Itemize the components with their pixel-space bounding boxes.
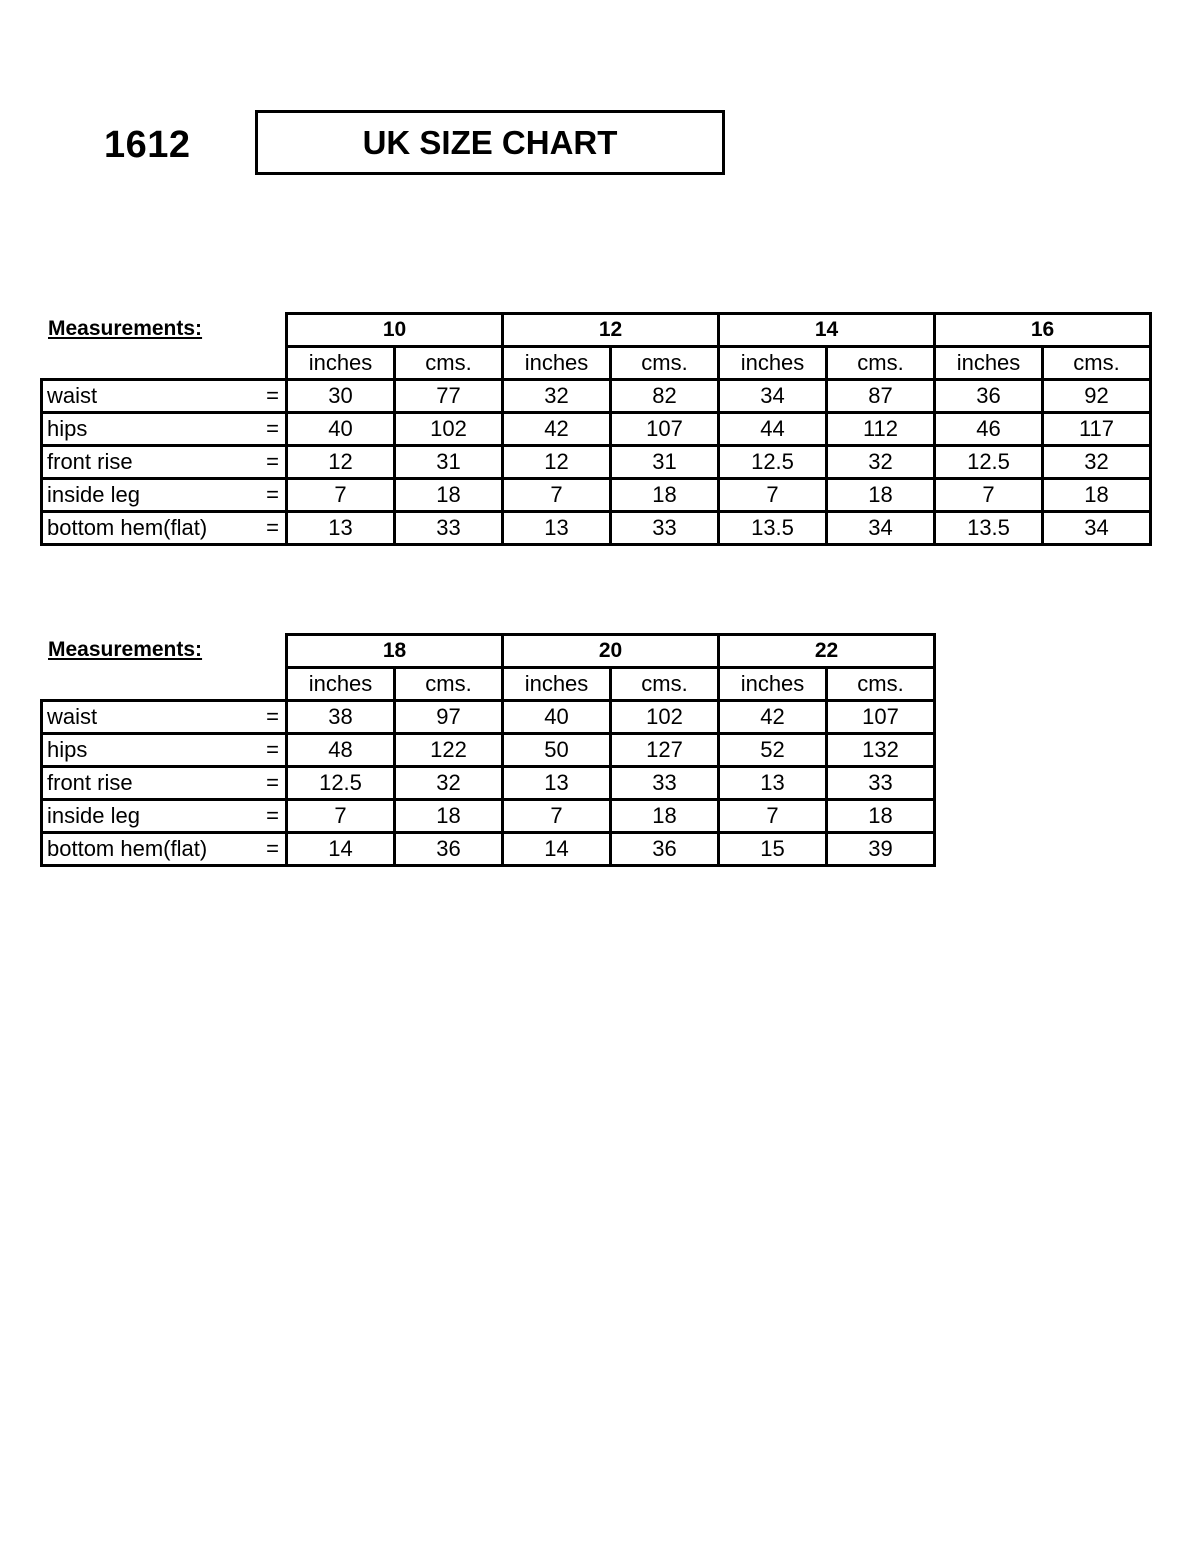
table-row — [42, 701, 935, 734]
unit-header: inches — [503, 668, 611, 701]
blank-cell — [42, 668, 287, 701]
size-table — [40, 633, 936, 867]
measurements-heading: Measurements: — [48, 317, 203, 340]
unit-header: inches — [503, 347, 611, 380]
value-cell: 12 — [287, 446, 395, 479]
value-cell: 92 — [1043, 380, 1151, 413]
unit-header: cms. — [395, 347, 503, 380]
equals-sign: = — [256, 767, 287, 800]
table-row — [42, 380, 1151, 413]
unit-header: inches — [719, 668, 827, 701]
size-header-row — [42, 314, 1151, 347]
value-cell: 33 — [611, 512, 719, 545]
value-cell: 14 — [503, 833, 611, 866]
equals-sign: = — [256, 446, 287, 479]
equals-sign: = — [256, 380, 287, 413]
value-cell: 42 — [719, 701, 827, 734]
value-cell: 18 — [827, 800, 935, 833]
table-row — [42, 446, 1151, 479]
value-cell: 7 — [719, 479, 827, 512]
unit-header: cms. — [611, 668, 719, 701]
value-cell: 7 — [503, 479, 611, 512]
size-header: 22 — [719, 635, 935, 668]
value-cell: 13 — [287, 512, 395, 545]
equals-sign: = — [256, 800, 287, 833]
row-label: waist — [42, 701, 256, 734]
value-cell: 7 — [287, 479, 395, 512]
table-row — [42, 479, 1151, 512]
value-cell: 7 — [503, 800, 611, 833]
value-cell: 34 — [1043, 512, 1151, 545]
value-cell: 102 — [395, 413, 503, 446]
unit-header: inches — [287, 347, 395, 380]
table-row — [42, 734, 935, 767]
row-label: inside leg — [42, 479, 256, 512]
value-cell: 36 — [935, 380, 1043, 413]
table-row — [42, 800, 935, 833]
style-code: 1612 — [104, 124, 191, 166]
value-cell: 12.5 — [287, 767, 395, 800]
value-cell: 32 — [827, 446, 935, 479]
value-cell: 102 — [611, 701, 719, 734]
value-cell: 36 — [395, 833, 503, 866]
unit-header-row — [42, 347, 1151, 380]
row-label: front rise — [42, 767, 256, 800]
size-header: 14 — [719, 314, 935, 347]
value-cell: 18 — [395, 800, 503, 833]
size-header: 12 — [503, 314, 719, 347]
value-cell: 14 — [287, 833, 395, 866]
table-row — [42, 767, 935, 800]
value-cell: 97 — [395, 701, 503, 734]
size-header: 10 — [287, 314, 503, 347]
row-label: waist — [42, 380, 256, 413]
table-row — [42, 512, 1151, 545]
value-cell: 13.5 — [719, 512, 827, 545]
row-label: bottom hem(flat) — [42, 833, 256, 866]
unit-header: inches — [935, 347, 1043, 380]
value-cell: 12.5 — [935, 446, 1043, 479]
value-cell: 32 — [1043, 446, 1151, 479]
value-cell: 42 — [503, 413, 611, 446]
equals-sign: = — [256, 701, 287, 734]
unit-header: cms. — [1043, 347, 1151, 380]
value-cell: 13 — [719, 767, 827, 800]
value-cell: 33 — [395, 512, 503, 545]
value-cell: 33 — [827, 767, 935, 800]
value-cell: 87 — [827, 380, 935, 413]
value-cell: 32 — [503, 380, 611, 413]
equals-sign: = — [256, 512, 287, 545]
unit-header: cms. — [611, 347, 719, 380]
row-label: hips — [42, 734, 256, 767]
row-label: bottom hem(flat) — [42, 512, 256, 545]
value-cell: 40 — [287, 413, 395, 446]
value-cell: 32 — [395, 767, 503, 800]
value-cell: 77 — [395, 380, 503, 413]
value-cell: 18 — [827, 479, 935, 512]
table-row — [42, 833, 935, 866]
value-cell: 18 — [611, 800, 719, 833]
value-cell: 48 — [287, 734, 395, 767]
value-cell: 31 — [395, 446, 503, 479]
blank-cell — [42, 347, 287, 380]
size-table — [40, 312, 1152, 546]
equals-sign: = — [256, 833, 287, 866]
value-cell: 39 — [827, 833, 935, 866]
value-cell: 34 — [827, 512, 935, 545]
table-row — [42, 413, 1151, 446]
value-cell: 12 — [503, 446, 611, 479]
value-cell: 36 — [611, 833, 719, 866]
value-cell: 38 — [287, 701, 395, 734]
unit-header: inches — [287, 668, 395, 701]
value-cell: 127 — [611, 734, 719, 767]
value-cell: 107 — [827, 701, 935, 734]
value-cell: 34 — [719, 380, 827, 413]
value-cell: 13 — [503, 512, 611, 545]
equals-sign: = — [256, 413, 287, 446]
value-cell: 50 — [503, 734, 611, 767]
unit-header: cms. — [827, 347, 935, 380]
value-cell: 122 — [395, 734, 503, 767]
measurements-heading: Measurements: — [48, 638, 203, 661]
value-cell: 46 — [935, 413, 1043, 446]
value-cell: 117 — [1043, 413, 1151, 446]
size-table-block — [40, 633, 936, 867]
size-header: 16 — [935, 314, 1151, 347]
value-cell: 33 — [611, 767, 719, 800]
row-label: inside leg — [42, 800, 256, 833]
value-cell: 7 — [935, 479, 1043, 512]
unit-header: cms. — [395, 668, 503, 701]
equals-sign: = — [256, 734, 287, 767]
unit-header: cms. — [827, 668, 935, 701]
value-cell: 30 — [287, 380, 395, 413]
value-cell: 31 — [611, 446, 719, 479]
value-cell: 107 — [611, 413, 719, 446]
value-cell: 13.5 — [935, 512, 1043, 545]
value-cell: 7 — [287, 800, 395, 833]
page-title: UK SIZE CHART — [255, 110, 725, 175]
value-cell: 7 — [719, 800, 827, 833]
value-cell: 44 — [719, 413, 827, 446]
value-cell: 82 — [611, 380, 719, 413]
size-header: 18 — [287, 635, 503, 668]
value-cell: 112 — [827, 413, 935, 446]
value-cell: 13 — [503, 767, 611, 800]
row-label: hips — [42, 413, 256, 446]
value-cell: 52 — [719, 734, 827, 767]
unit-header-row — [42, 668, 935, 701]
value-cell: 15 — [719, 833, 827, 866]
value-cell: 12.5 — [719, 446, 827, 479]
size-header: 20 — [503, 635, 719, 668]
value-cell: 18 — [395, 479, 503, 512]
value-cell: 18 — [1043, 479, 1151, 512]
equals-sign: = — [256, 479, 287, 512]
value-cell: 18 — [611, 479, 719, 512]
value-cell: 132 — [827, 734, 935, 767]
row-label: front rise — [42, 446, 256, 479]
size-table-block — [40, 312, 1152, 546]
unit-header: inches — [719, 347, 827, 380]
value-cell: 40 — [503, 701, 611, 734]
